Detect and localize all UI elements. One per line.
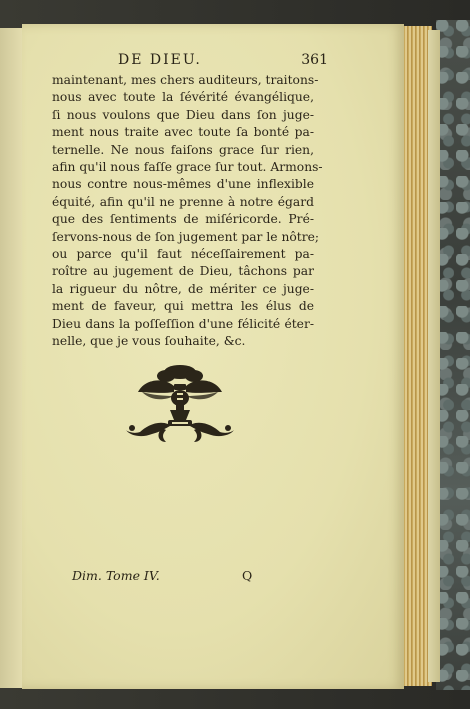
text-line: maintenant, mes chers auditeurs, traitons- [52,73,319,87]
text-line: ou parce qu'il faut néceſſairement pa- [52,247,314,262]
text-line: équité, afin qu'il ne prenne à notre égard [52,194,314,209]
text-line: roître au jugement de Dieu, tâchons par [52,264,314,279]
body-text [52,72,323,351]
text-line: ſi nous voulons que Dieu dans ſon juge- [52,107,314,122]
signature-text: Dim. Tome IV. [72,568,160,583]
signature-mark: Q [242,568,253,583]
text-line: Dieu dans la poſſeſſion d'une félicité éter- [52,316,314,331]
text-line: afin qu'il nous faſſe grace ſur tout. Armons- [52,160,323,175]
next-page-edge [428,30,440,682]
text-line: ternelle. Ne nous faiſons grace ſur rien, [52,142,314,157]
page-footer [72,568,282,583]
running-title: DE DIEU. [118,52,202,68]
text-line: nous contre nous-mêmes d'une inflexible [52,177,314,192]
text-line: la rigueur du nôtre, de mériter ce juge- [52,281,314,296]
text-line: ment de faveur, qui mettra les élus de [52,299,314,314]
marbled-cover-edge [436,20,470,690]
text-line: nous avec toute la ſévérité évangélique, [52,90,314,105]
text-line: que des ſentiments de miſéricorde. Pré- [52,212,314,227]
page-number: 361 [301,52,328,68]
left-page-edge [0,28,23,688]
floral-vignette-icon [122,362,238,446]
text-line: ment nous traite avec toute ſa bonté pa- [52,125,314,140]
text-line: ſervons-nous de ſon jugement par le nôtre; [52,229,320,244]
running-header [118,52,328,68]
text-line: nelle, que je vous ſouhaite, &c. [52,334,246,349]
